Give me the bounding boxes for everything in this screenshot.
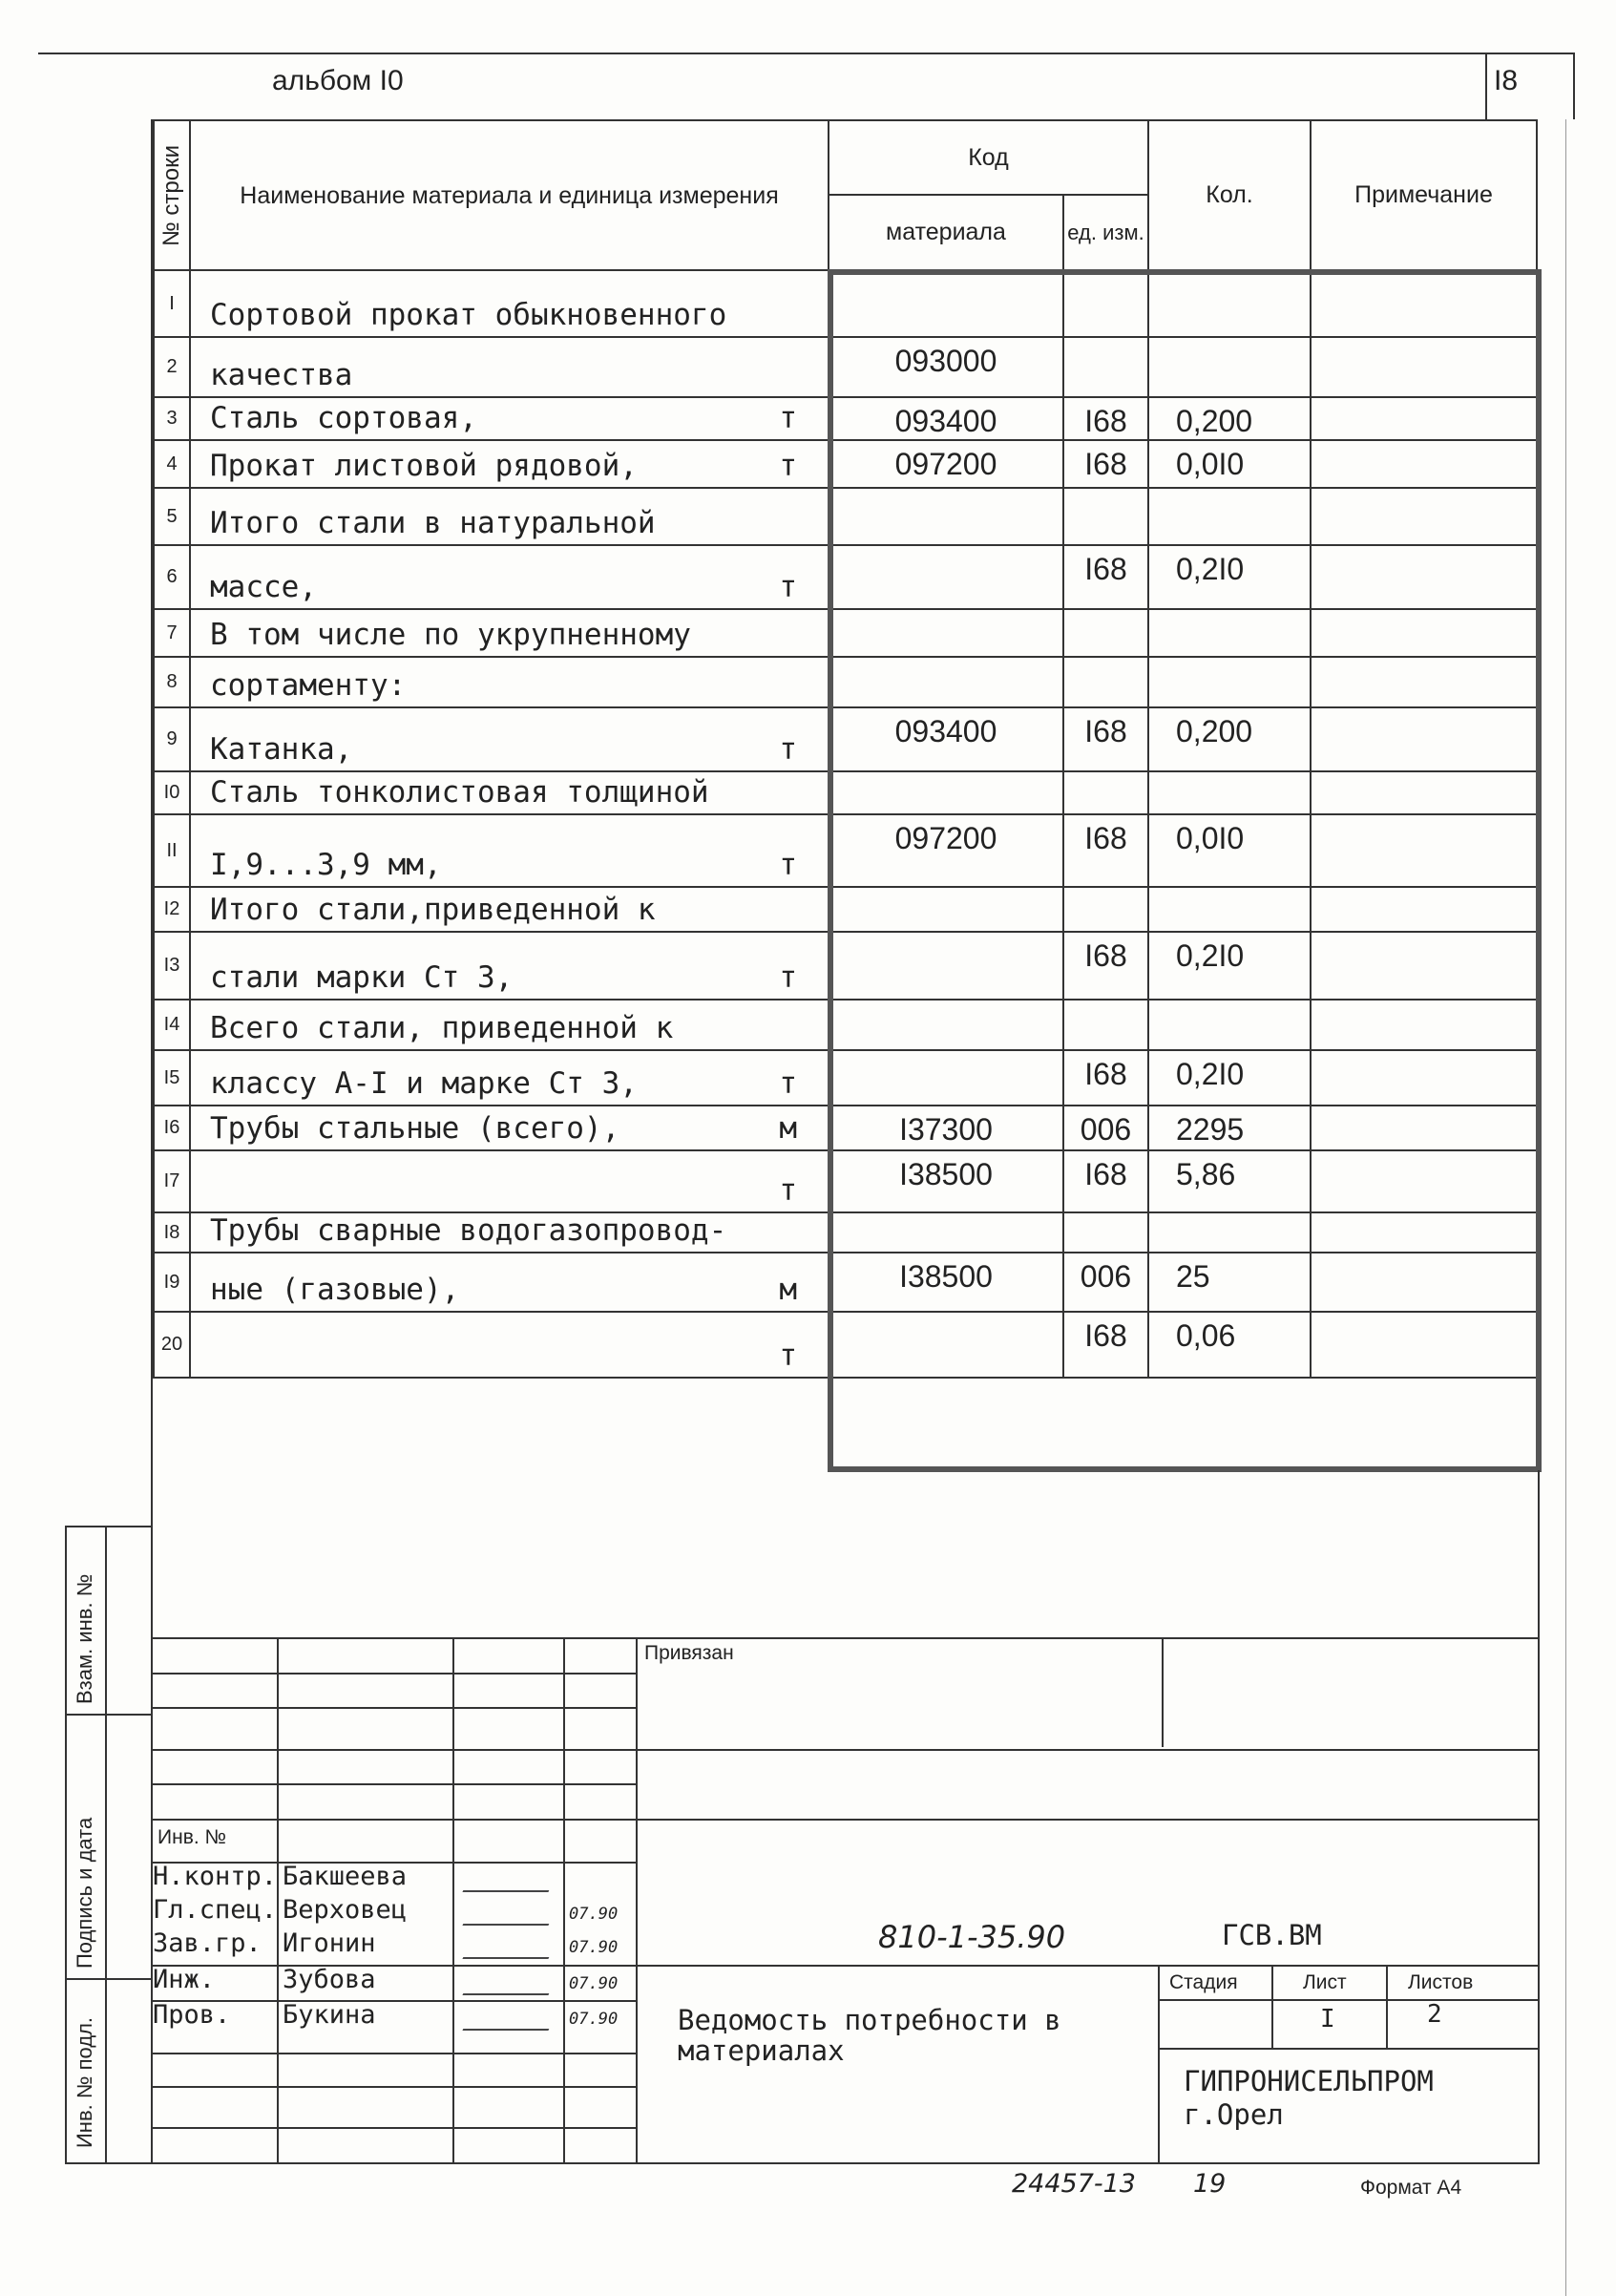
- signer-name: Букина: [283, 2000, 376, 2030]
- unit-code: I68: [1063, 1312, 1148, 1378]
- measure-unit: т: [779, 732, 797, 767]
- archive-number: 24457-13: [1012, 2169, 1136, 2199]
- podpis-data-label: Подпись и дата: [73, 1817, 96, 1969]
- quantity: 0,200: [1148, 707, 1311, 771]
- measure-unit: т: [779, 570, 797, 604]
- row-name: [190, 814, 829, 887]
- org-name: ГИПРОНИСЕЛЬПРОМ: [1184, 2065, 1434, 2097]
- material-name: В том числе по укрупненному: [210, 618, 691, 652]
- signer-name: Бакшеева: [283, 1862, 408, 1891]
- material-name: Трубы сварные водогазопровод-: [210, 1213, 727, 1248]
- material-name: I,9...3,9 мм,: [210, 848, 442, 882]
- material-name: качества: [210, 358, 353, 392]
- row-name: [190, 1253, 829, 1312]
- row-number: 7: [154, 609, 190, 657]
- tb-top: [151, 1637, 1540, 1639]
- stamp-divider-2: [65, 1978, 153, 1980]
- unit-code: I68: [1063, 1150, 1148, 1212]
- row-name: [190, 707, 829, 771]
- header-note: Примечание: [1311, 120, 1537, 270]
- quantity: 5,86: [1148, 1150, 1311, 1212]
- row-name: [190, 397, 829, 440]
- quantity: 0,0I0: [1148, 440, 1311, 488]
- signer-date: 07.90: [569, 1974, 619, 1993]
- stamp-divider-1: [65, 1714, 153, 1716]
- row-number: I5: [154, 1050, 190, 1106]
- row-name: [190, 1312, 829, 1378]
- unit-code: I68: [1063, 1050, 1148, 1106]
- row-number: II: [154, 814, 190, 887]
- signer-role: Н.контр.: [153, 1862, 278, 1891]
- sheet-value: I: [1320, 2005, 1335, 2033]
- row-name: [190, 440, 829, 488]
- material-name: Прокат листовой рядовой,: [210, 449, 638, 483]
- row-number: 6: [154, 545, 190, 609]
- unit-code: I68: [1063, 814, 1148, 887]
- unit-code: I68: [1063, 397, 1148, 440]
- sheet-divider: [1485, 53, 1487, 119]
- stamp-strip-top: [65, 1526, 153, 1527]
- sheet-label: Лист: [1303, 1971, 1347, 1993]
- stamp-strip-mid: [105, 1526, 107, 2164]
- doc-title: Ведомость потребности в материалах: [678, 2004, 1061, 2067]
- material-code: I38500: [829, 1150, 1063, 1212]
- quantity: 0,2I0: [1148, 545, 1311, 609]
- row-name: [190, 1212, 829, 1253]
- material-name: массе,: [210, 570, 317, 604]
- sheets-label: Листов: [1408, 1971, 1474, 1993]
- inv-no-label: Инв. №: [157, 1826, 227, 1848]
- header-code-unit: ед. изм.: [1063, 195, 1148, 270]
- inv-podl-label: Инв. № подл.: [73, 2016, 96, 2148]
- row-name: [190, 887, 829, 932]
- material-code: 093400: [829, 707, 1063, 771]
- quantity: 0,200: [1148, 397, 1311, 440]
- row-number: 2: [154, 337, 190, 397]
- right-rule: [1573, 53, 1575, 119]
- row-number: I2: [154, 887, 190, 932]
- doc-mark: ГСВ.ВМ: [1222, 1919, 1322, 1951]
- signer-role: Пров.: [153, 2000, 231, 2030]
- row-number: 20: [154, 1312, 190, 1378]
- row-name: [190, 609, 829, 657]
- row-number: I8: [154, 1212, 190, 1253]
- unit-code: I68: [1063, 932, 1148, 1000]
- row-name: [190, 771, 829, 814]
- material-name: классу А-I и марке Ст 3,: [210, 1066, 638, 1101]
- signature-mark: [462, 1936, 558, 1959]
- privyazan-label: Привязан: [644, 1642, 734, 1664]
- row-number: 9: [154, 707, 190, 771]
- material-name: Катанка,: [210, 732, 353, 767]
- row-name: [190, 1050, 829, 1106]
- material-name: Сортовой прокат обыкновенного: [210, 298, 727, 332]
- material-name: Трубы стальные (всего),: [210, 1111, 620, 1146]
- measure-unit: т: [779, 449, 797, 483]
- stage-label: Стадия: [1169, 1971, 1238, 1993]
- material-code: 093400: [829, 397, 1063, 440]
- format-label: Формат А4: [1360, 2177, 1462, 2199]
- left-frame-rule: [151, 119, 153, 2164]
- signer-role: Гл.спец.: [153, 1895, 278, 1925]
- top-rule: [38, 53, 1575, 54]
- material-name: Сталь тонколистовая толщиной: [210, 775, 709, 810]
- material-name: Сталь сортовая,: [210, 401, 477, 435]
- album-label: альбом I0: [272, 65, 404, 96]
- header-code: Код: [829, 120, 1148, 195]
- row-name: [190, 932, 829, 1000]
- row-number: 4: [154, 440, 190, 488]
- vzam-inv-label: Взам. инв. №: [73, 1573, 96, 1704]
- signature-mark: [462, 1972, 558, 1995]
- row-number: I6: [154, 1106, 190, 1150]
- data-frame: [828, 269, 1542, 1472]
- material-code: 093000: [829, 337, 1063, 397]
- material-code: I37300: [829, 1106, 1063, 1150]
- material-code: 097200: [829, 440, 1063, 488]
- doc-code: 810-1-35.90: [878, 1919, 1066, 1955]
- unit-code: I68: [1063, 440, 1148, 488]
- bottom-frame-rule: [65, 2162, 1540, 2164]
- row-number: 5: [154, 488, 190, 545]
- material-name: ные (газовые),: [210, 1273, 460, 1307]
- sheets-value: 2: [1427, 2000, 1442, 2029]
- measure-unit: т: [779, 848, 797, 882]
- archive-page: 19: [1193, 2169, 1227, 2199]
- row-name: [190, 1150, 829, 1212]
- measure-unit: т: [779, 1338, 797, 1373]
- material-name: сортаменту:: [210, 668, 407, 703]
- org-city: г.Орел: [1184, 2098, 1284, 2131]
- measure-unit: т: [779, 401, 797, 435]
- material-name: Итого стали в натуральной: [210, 506, 656, 540]
- header-code-material: материала: [829, 195, 1063, 270]
- quantity: 0,2I0: [1148, 932, 1311, 1000]
- unit-code: I68: [1063, 707, 1148, 771]
- quantity: 0,0I0: [1148, 814, 1311, 887]
- unit-code: 006: [1063, 1106, 1148, 1150]
- row-name: [190, 270, 829, 337]
- quantity: 25: [1148, 1253, 1311, 1312]
- quantity: 0,2I0: [1148, 1050, 1311, 1106]
- signature-mark: [462, 1903, 558, 1926]
- material-name: Всего стали, приведенной к: [210, 1011, 674, 1045]
- stamp-strip-left: [65, 1526, 67, 2164]
- sheet-number: I8: [1494, 65, 1519, 96]
- row-name: [190, 337, 829, 397]
- row-name: [190, 488, 829, 545]
- row-number: I9: [154, 1253, 190, 1312]
- signer-date: 07.90: [569, 1905, 619, 1924]
- measure-unit: т: [779, 1173, 797, 1208]
- row-name: [190, 657, 829, 707]
- signer-date: 07.90: [569, 2010, 619, 2029]
- signer-role: Инж.: [153, 1965, 216, 1994]
- right-frame-rule: [1538, 1470, 1540, 2164]
- row-number: I4: [154, 1000, 190, 1050]
- unit-code: I68: [1063, 545, 1148, 609]
- row-number: I3: [154, 932, 190, 1000]
- signer-date: 07.90: [569, 1938, 619, 1957]
- measure-unit: т: [779, 1066, 797, 1101]
- signer-name: Игонин: [283, 1928, 376, 1958]
- header-row-no: № строки: [154, 120, 190, 270]
- signer-name: Верховец: [283, 1895, 408, 1925]
- measure-unit: м: [779, 1273, 797, 1307]
- row-number: I: [154, 270, 190, 337]
- material-code: I38500: [829, 1253, 1063, 1312]
- measure-unit: т: [779, 960, 797, 995]
- material-name: стали марки Ст 3,: [210, 960, 514, 995]
- material-name: Итого стали,приведенной к: [210, 893, 656, 927]
- material-code: 097200: [829, 814, 1063, 887]
- unit-code: 006: [1063, 1253, 1148, 1312]
- signature-mark: [462, 2008, 558, 2031]
- header-qty: Кол.: [1148, 120, 1311, 270]
- row-name: [190, 545, 829, 609]
- row-number: I0: [154, 771, 190, 814]
- quantity: 0,06: [1148, 1312, 1311, 1378]
- row-number: 8: [154, 657, 190, 707]
- header-name: Наименование материала и единица измерения: [190, 120, 829, 270]
- quantity: 2295: [1148, 1106, 1311, 1150]
- row-name: [190, 1106, 829, 1150]
- signature-mark: [462, 1869, 558, 1892]
- row-number: I7: [154, 1150, 190, 1212]
- signer-name: Зубова: [283, 1965, 376, 1994]
- signer-role: Зав.гр.: [153, 1928, 262, 1958]
- page-edge: [1565, 119, 1566, 2296]
- row-number: 3: [154, 397, 190, 440]
- row-name: [190, 1000, 829, 1050]
- measure-unit: м: [779, 1111, 797, 1146]
